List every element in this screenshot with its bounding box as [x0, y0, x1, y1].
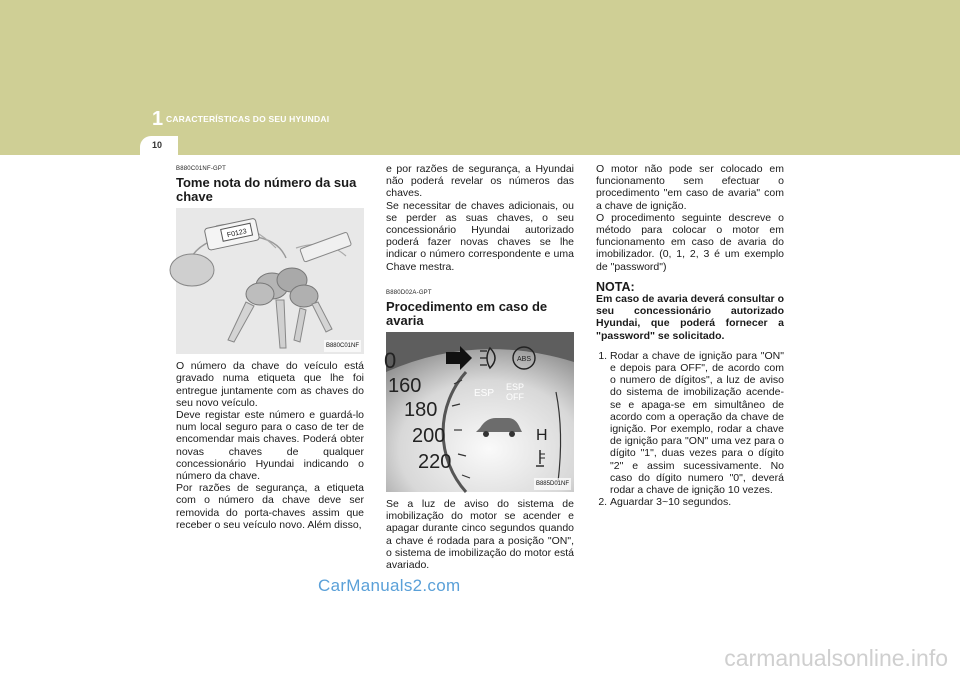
esp-label: ESP [474, 388, 495, 400]
paragraph: Se a luz de aviso do sistema de imobilização do motor se acender e apagar durante cinco segundos quando a chave é rodada para a posição "ON", o sistema de imobilização do motor está avariado. [386, 498, 574, 572]
section-code: B880D02A-GPT [386, 289, 432, 296]
speed-label-0: 0 [384, 348, 397, 374]
section-heading: Procedimento em caso de avaria [386, 299, 548, 329]
abs-label: ABS [516, 356, 532, 364]
keys-illustration [176, 208, 364, 354]
figure-code: B880C01NF [324, 340, 361, 352]
keys-figure [176, 208, 364, 354]
esp-off-label-2: OFF [506, 392, 524, 403]
dashboard-figure [386, 332, 574, 492]
paragraph: e por razões de segurança, a Hyundai não poderá revelar os números das chaves. [386, 163, 574, 200]
speed-label-160: 160 [388, 375, 422, 398]
figure-code: B885D01NF [534, 478, 571, 490]
paragraph: O motor não pode ser colocado em funcionamento sem efectuar o procedimento "em caso de avaria" com a chave de ignição. [596, 163, 784, 212]
speed-label-180: 180 [404, 399, 438, 422]
procedure-step: 1. Rodar a chave de ignição para "ON" e depois para OFF", de acordo com o numero de dígitos", a luz de aviso do sistema de imobilização acende-se e apaga-se em simultâneo de acordo com a operação da chave de ignição. Por exemplo, rodar a chave de ignição para "ON" uma vez para o dígito "1", duas vezes para o dígito "2" e assim sucessivamente. No caso do dígito numero "0", deverá rodar a chave de ignição 10 vezes. [610, 350, 784, 496]
esp-off-label-1: ESP [506, 382, 525, 393]
paragraph: Se necessitar de chaves adicionais, ou se perder as suas chaves, o seu concessionário Hyundai autorizado poderá fazer novas chaves se lhe indicar o número correspondente e uma Chave mestra. [386, 199, 574, 273]
procedure-steps [596, 350, 784, 509]
page-number: 10 [152, 140, 163, 150]
watermark-carmanuals2[interactable]: CarManuals2.com [318, 576, 461, 595]
section-code: B880C01NF-GPT [176, 166, 226, 172]
instrument-cluster-illustration [386, 332, 574, 492]
section-heading: Tome nota do número da sua chave [176, 175, 357, 205]
header-band [0, 0, 960, 155]
procedure-step: 2. Aguardar 3~10 segundos. [610, 496, 784, 508]
watermark-carmanualsonline[interactable]: carmanualsonline.info [724, 645, 948, 671]
temp-h-label: H [536, 427, 548, 445]
column-2 [386, 163, 574, 571]
column-1 [176, 163, 364, 531]
paragraph: O número da chave do veículo está gravado numa etiqueta que lhe foi entregue juntamente com as chaves do seu novo veículo. [176, 360, 364, 409]
paragraph: O procedimento seguinte descreve o método para colocar o motor em funcionamento em caso de avaria do imobilizador. (0, 1, 2, 3 é um exemplo de "password") [596, 211, 784, 273]
chapter-number: 1 [152, 108, 164, 130]
paragraph: Deve registar este número e guardá-lo num local seguro para o caso de ter de encomendar mais chaves. Poderá obter novas chaves de qualquer concessionário Hyundai indicando o número da chave. [176, 409, 364, 483]
note-title: NOTA: [596, 279, 635, 294]
column-3 [596, 163, 784, 508]
speed-label-200: 200 [412, 425, 446, 448]
note-text: Em caso de avaria deverá consultar o seu concessionário autorizado Hyundai, que poderá fornecer a "password" se solicitado. [596, 293, 784, 342]
key-tag-number: F0123 [226, 228, 248, 240]
speed-label-220: 220 [418, 451, 452, 474]
paragraph: Por razões de segurança, a etiqueta com o número da chave deve ser removida do porta-chaves assim que receber o seu veículo novo. Além disso, [176, 482, 364, 531]
chapter-title: CARACTERÍSTICAS DO SEU HYUNDAI [166, 114, 330, 124]
